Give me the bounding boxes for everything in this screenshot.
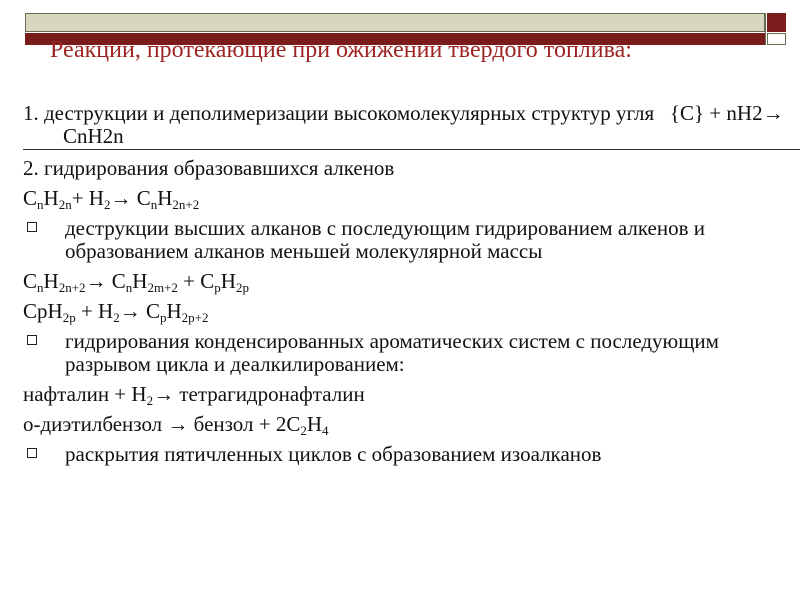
slide-content — [23, 102, 783, 473]
bullet-item — [23, 217, 783, 263]
item-2: 2. гидрирования образовавшихся алкенов — [23, 156, 395, 180]
square-bullet-icon — [23, 443, 65, 466]
corner-square-dark — [767, 13, 786, 32]
equation-4: нафталин + $H_2\to$ тетрагидронафталин — [23, 382, 365, 408]
header-divider — [765, 13, 766, 45]
bullet-text: раскрытия пятичленных циклов с образованием изоалканов — [65, 442, 602, 466]
item-1 — [23, 102, 800, 150]
header-bar-top — [25, 13, 765, 32]
equation-2: $C_nH_{2n+2}\to C_nH_{2m+2} + C_pH_{2p}$ — [23, 269, 249, 295]
bullet-item — [23, 330, 783, 376]
item-1-equation: {C} + nH2→ CnH2n — [63, 101, 784, 148]
equation-3: $CpH_{2p} + H_2\to C_pH_{2p+2}$ — [23, 299, 209, 325]
bullet-item — [23, 443, 783, 466]
item-1-text: 1. деструкции и деполимеризации высокомолекулярных структур угля — [23, 101, 655, 125]
equation-5: о-диэтилбензол → бензол + $2C_2H_4$ — [23, 412, 329, 438]
corner-square-light — [767, 33, 786, 45]
slide-title: Реакции, протекающие при ожижении твердого топлива: — [50, 37, 632, 63]
square-bullet-icon — [23, 330, 65, 376]
bullet-text: деструкции высших алканов с последующим гидрированием алкенов и образованием алканов меньшей молекулярной массы — [65, 216, 705, 263]
bullet-text: гидрирования конденсированных ароматических систем с последующим разрывом цикла и деалкилированием: — [65, 329, 719, 376]
equation-1: $C_nH_{2n}+ H_2\to C_nH_{2n+2}$ — [23, 186, 200, 212]
square-bullet-icon — [23, 217, 65, 263]
